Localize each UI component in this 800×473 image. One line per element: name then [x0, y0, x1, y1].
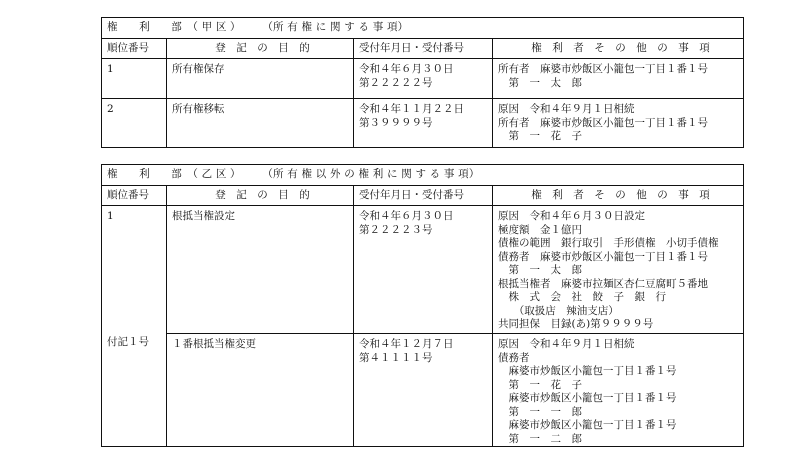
purpose-cell: １番根抵当権変更	[167, 334, 354, 447]
col-rank-header: 順位番号	[102, 39, 167, 59]
details-line: 債務者 麻婆市炒飯区小籠包一丁目１番１号	[498, 250, 708, 263]
table-row	[102, 59, 744, 99]
number-line: 第３９９９９号	[359, 116, 433, 129]
details-line: 債権の範囲 銀行取引 手形債権 小切手債権	[498, 237, 719, 249]
number-line: 第２２２２２号	[359, 76, 433, 89]
details-line: 原因 令和４年９月１日相続	[498, 103, 635, 115]
col-purpose-header: 登 記 の 目 的	[167, 39, 354, 59]
details-line: 麻婆市炒飯区小籠包一丁目１番１号	[498, 392, 677, 404]
date-cell	[354, 99, 493, 148]
purpose-cell: 所有権移転	[167, 99, 354, 148]
date-line: 令和４年６月３０日	[359, 63, 454, 75]
col-details-header: 権 利 者 そ の 他 の 事 項	[493, 186, 744, 206]
date-line: 令和４年１２月７日	[359, 338, 454, 350]
section-b-title: 権 利 部 （ 乙 区 ） （所 有 権 以 外 の 権 利 に 関 す る 事 項）	[102, 165, 744, 186]
number-line: 第２２２２３号	[359, 223, 433, 236]
date-cell	[354, 206, 493, 334]
details-line: 第 一 花 子	[498, 130, 582, 142]
purpose-cell: 所有権保存	[167, 59, 354, 99]
col-date-header: 受付年月日・受付番号	[354, 39, 493, 59]
date-line: 令和４年６月３０日	[359, 210, 454, 222]
rank-cell: 1	[102, 59, 167, 99]
details-line: 第 一 太 郎	[498, 76, 582, 89]
table-row	[102, 99, 744, 148]
details-cell	[493, 206, 744, 334]
details-line: （取扱店 辣油支店）	[498, 304, 619, 317]
table-row	[102, 206, 744, 334]
details-line: 所有者 麻婆市炒飯区小籠包一丁目１番１号	[498, 63, 708, 75]
section-a-title: 権 利 部 （ 甲 区 ） （所 有 権 に 関 す る 事 項）	[102, 18, 744, 39]
details-cell	[493, 99, 744, 148]
col-details-header: 権 利 者 そ の 他 の 事 項	[493, 39, 744, 59]
purpose-cell: 根抵当権設定	[167, 206, 354, 334]
col-purpose-header: 登 記 の 目 的	[167, 186, 354, 206]
details-line: 第 一 二 郎	[498, 432, 582, 445]
date-line: 令和４年１１月２２日	[359, 103, 464, 115]
number-line: 第４１１１１号	[359, 351, 433, 364]
details-line: 第 一 太 郎	[498, 264, 582, 276]
details-line: 所有者 麻婆市炒飯区小籠包一丁目１番１号	[498, 116, 708, 129]
details-line: 原因 令和４年９月１日相続	[498, 338, 635, 350]
details-line: 第 一 花 子	[498, 378, 582, 391]
details-line: 株 式 会 社 餃 子 銀 行	[498, 291, 666, 303]
details-line: 原因 令和４年６月３０日設定	[498, 210, 645, 222]
details-line: 麻婆市炒飯区小籠包一丁目１番１号	[498, 365, 677, 377]
details-line: 根抵当権者 麻婆市拉麺区杏仁豆腐町５番地	[498, 277, 708, 290]
details-cell	[493, 59, 744, 99]
rank-cell: 1	[102, 206, 167, 334]
details-line: 共同担保 目録(あ)第９９９９号	[498, 318, 654, 330]
details-cell	[493, 334, 744, 447]
section-b-table	[101, 164, 744, 447]
col-date-header: 受付年月日・受付番号	[354, 186, 493, 206]
details-line: 債務者	[498, 351, 530, 364]
section-a-table	[101, 17, 744, 148]
date-cell	[354, 334, 493, 447]
rank-cell: 付記１号	[102, 334, 167, 447]
details-line: 麻婆市炒飯区小籠包一丁目１番１号	[498, 419, 677, 431]
date-cell	[354, 59, 493, 99]
details-line: 第 一 一 郎	[498, 405, 582, 418]
table-row	[102, 334, 744, 447]
col-rank-header: 順位番号	[102, 186, 167, 206]
rank-cell: 2	[102, 99, 167, 148]
details-line: 極度額 金１億円	[498, 223, 582, 236]
